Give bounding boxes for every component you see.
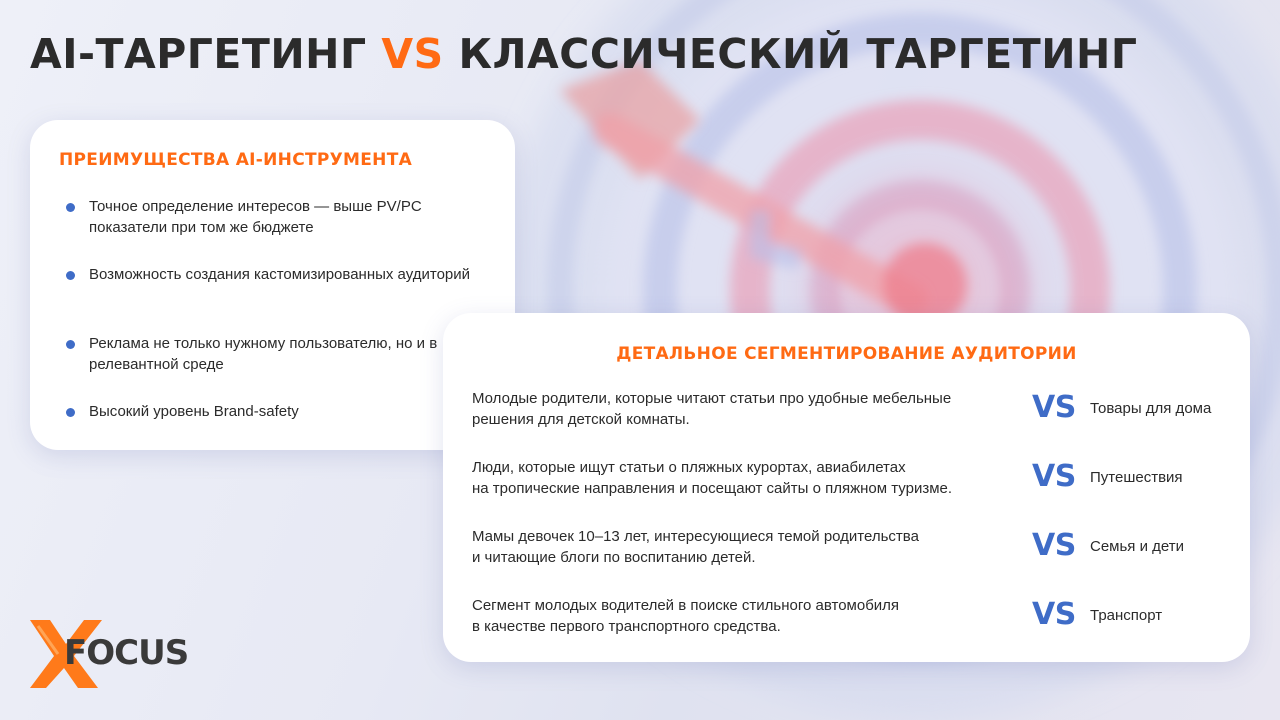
vs-label: VS — [1032, 528, 1076, 563]
segment-row — [472, 388, 1232, 436]
title-part-ai: AI-ТАРГЕТИНГ — [30, 30, 367, 78]
advantage-item — [66, 333, 489, 375]
advantage-item — [66, 264, 489, 285]
title-vs: VS — [381, 30, 444, 78]
blue-dot-icon — [66, 203, 75, 212]
advantage-text: Высокий уровень Brand-safety — [89, 403, 299, 420]
advantages-heading: ПРЕИМУЩЕСТВА AI-ИНСТРУМЕНТА — [59, 150, 413, 170]
segment-description-line: Молодые родители, которые читают статьи про удобные мебельные — [472, 390, 952, 407]
blue-dot-icon — [66, 271, 75, 280]
segment-description-line: Люди, которые ищут статьи о пляжных курортах, авиабилетах — [472, 459, 906, 476]
blue-dot-icon — [66, 340, 75, 349]
title-part-classic: КЛАССИЧЕСКИЙ ТАРГЕТИНГ — [458, 30, 1138, 78]
vs-label: VS — [1032, 597, 1076, 632]
blue-dot-icon — [66, 408, 75, 417]
advantage-text: Возможность создания кастомизированных аудиторий — [89, 266, 471, 283]
segment-description-line: на тропические направления и посещают сайты о пляжном туризме. — [472, 480, 953, 497]
segment-description-line: в качестве первого транспортного средства. — [472, 618, 781, 635]
segment-category: Путешествия — [1090, 469, 1183, 486]
segment-description-line: Мамы девочек 10–13 лет, интересующиеся темой родительства — [472, 528, 919, 545]
advantage-item — [66, 196, 489, 238]
logo-text: FOCUS — [64, 633, 189, 673]
segment-description — [472, 388, 1017, 430]
advantage-text: Реклама не только нужному пользователю, но и в релевантной среде — [89, 335, 438, 373]
segment-description — [472, 526, 1017, 568]
segment-row — [472, 595, 1232, 643]
segment-row — [472, 457, 1232, 505]
segment-description-line: Сегмент молодых водителей в поиске стильного автомобиля — [472, 597, 900, 614]
page-title — [30, 30, 1260, 78]
segment-category: Товары для дома — [1090, 400, 1212, 417]
segment-description-line: и читающие блоги по воспитанию детей. — [472, 549, 756, 566]
segment-description-line: решения для детской комнаты. — [472, 411, 690, 428]
vs-label: VS — [1032, 390, 1076, 425]
segment-category: Транспорт — [1090, 607, 1163, 624]
focus-logo — [28, 616, 218, 691]
segment-row — [472, 526, 1232, 574]
segmentation-heading: ДЕТАЛЬНОЕ СЕГМЕНТИРОВАНИЕ АУДИТОРИИ — [616, 344, 1077, 364]
vs-label: VS — [1032, 459, 1076, 494]
advantage-text: Точное определение интересов — выше PV/PC показатели при том же бюджете — [89, 198, 422, 236]
segmentation-card — [443, 313, 1250, 662]
segment-category: Семья и дети — [1090, 538, 1184, 555]
segment-description — [472, 595, 1017, 637]
advantage-item — [66, 401, 489, 422]
segment-description — [472, 457, 1017, 499]
